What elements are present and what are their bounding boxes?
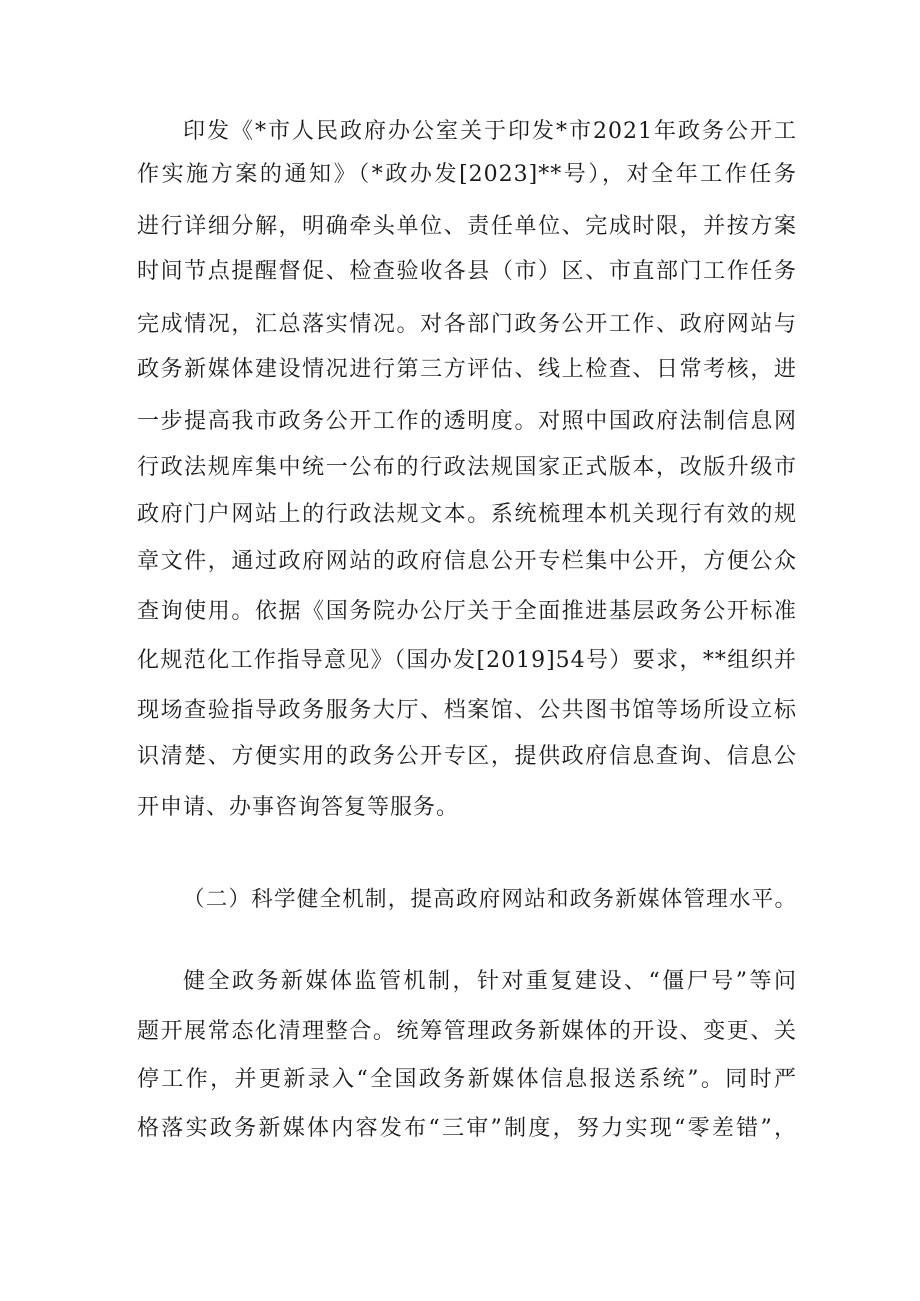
paragraph-line: 化规范化工作指导意见》（国办发[2019]54号）要求，**组织并 — [137, 648, 797, 673]
paragraph-line: 完成情况，汇总落实情况。对各部门政务公开工作、政府网站与 — [137, 312, 797, 337]
paragraph-line: 作实施方案的通知》（*政办发[2023]**号），对全年工作任务 — [137, 162, 797, 187]
paragraph-line: 识清楚、方便实用的政务公开专区，提供政府信息查询、信息公 — [137, 744, 797, 769]
paragraph-line: 一步提高我市政务公开工作的透明度。对照中国政府法制信息网 — [137, 409, 797, 434]
paragraph-line: 查询使用。依据《国务院办公厅关于全面推进基层政务公开标准 — [137, 599, 797, 624]
section-heading: （二）科学健全机制，提高政府网站和政务新媒体管理水平。 — [183, 887, 797, 912]
paragraph-line: 现场查验指导政务服务大厅、档案馆、公共图书馆等场所设立标 — [137, 698, 797, 723]
paragraph-line: 健全政务新媒体监管机制，针对重复建设、“僵尸号”等问 — [183, 969, 797, 994]
paragraph-line: 格落实政务新媒体内容发布“三审”制度，努力实现“零差错”， — [137, 1116, 797, 1141]
paragraph-line: 停工作，并更新录入“全国政务新媒体信息报送系统”。同时严 — [137, 1067, 797, 1092]
paragraph-line: 开申请、办事咨询答复等服务。 — [137, 795, 460, 820]
paragraph-line: 题开展常态化清理整合。统筹管理政务新媒体的开设、变更、关 — [137, 1019, 797, 1044]
paragraph-line: 政府门户网站上的行政法规文本。系统梳理本机关现行有效的规 — [137, 502, 797, 527]
paragraph-line: 章文件，通过政府网站的政府信息公开专栏集中公开，方便公众 — [137, 549, 797, 574]
paragraph-line: 进行详细分解，明确牵头单位、责任单位、完成时限，并按方案 — [137, 214, 797, 239]
paragraph-line: 印发《*市人民政府办公室关于印发*市2021年政务公开工 — [183, 119, 797, 144]
paragraph-line: 政务新媒体建设情况进行第三方评估、线上检查、日常考核，进 — [137, 357, 797, 382]
paragraph-line: 时间节点提醒督促、检查验收各县（市）区、市直部门工作任务 — [137, 259, 797, 284]
paragraph-line: 行政法规库集中统一公布的行政法规国家正式版本，改版升级市 — [137, 455, 797, 480]
